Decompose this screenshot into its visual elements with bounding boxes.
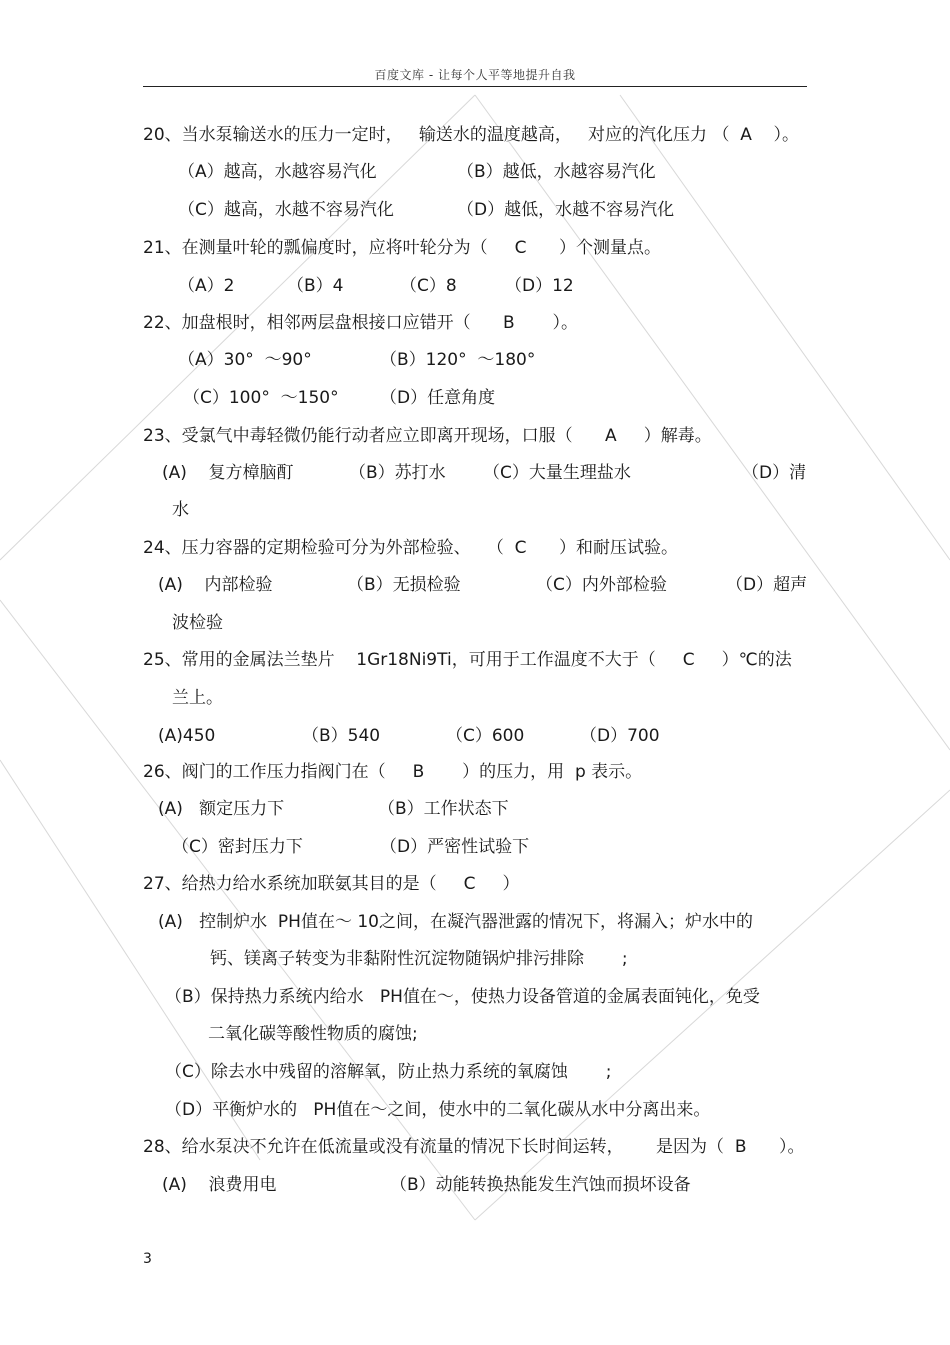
text-line: （D）越低，水越不容易汽化: [457, 200, 675, 220]
text-line: 24、压力容器的定期检验可分为外部检验、 （ C ）和耐压试验。: [143, 538, 678, 558]
text-line: （C）600: [446, 726, 525, 746]
text-line: （C）100° ～150°: [183, 388, 339, 408]
text-line: （A）越高，水越容易汽化: [178, 162, 377, 182]
text-line: （B）工作状态下: [378, 799, 509, 819]
text-line: (A) 控制炉水 PH值在～ 10之间，在凝汽器泄露的情况下，将漏入；炉水中的: [158, 912, 753, 932]
text-line: （D）12: [505, 276, 574, 296]
text-line: （C）密封压力下: [172, 837, 303, 857]
text-line: （C）8: [400, 276, 457, 296]
text-line: 20、当水泵输送水的压力一定时， 输送水的温度越高， 对应的汽化压力 （ A ）。: [143, 125, 800, 145]
text-line: 钙、镁离子转变为非黏附性沉淀物随锅炉排污排除 ;: [210, 949, 628, 969]
text-line: （B）越低，水越容易汽化: [457, 162, 656, 182]
text-line: （D）严密性试验下: [380, 837, 530, 857]
text-line: （A）30° ～90°: [178, 350, 312, 370]
text-line: （C）除去水中残留的溶解氧，防止热力系统的氧腐蚀 ;: [165, 1062, 612, 1082]
text-line: （B）540: [302, 726, 381, 746]
text-line: （D）清: [742, 463, 807, 483]
text-line: 波检验: [172, 613, 223, 633]
text-line: (A) 浪费用电: [162, 1175, 277, 1195]
text-line: 二氧化碳等酸性物质的腐蚀;: [208, 1024, 418, 1044]
text-line: （B）保持热力系统内给水 PH值在～，使热力设备管道的金属表面钝化，免受: [165, 987, 760, 1007]
text-line: （D）700: [580, 726, 660, 746]
text-line: 23、受氯气中毒轻微仍能行动者应立即离开现场，口服（ A ）解毒。: [143, 426, 712, 446]
text-line: （C）越高，水越不容易汽化: [178, 200, 394, 220]
text-line: (A) 复方樟脑酊: [162, 463, 294, 483]
text-line: 25、常用的金属法兰垫片 1Gr18Ni9Ti，可用于工作温度不大于（ C ）℃的法: [143, 650, 792, 670]
text-line: （B）动能转换热能发生汽蚀而损坏设备: [390, 1175, 691, 1195]
text-line: (A) 内部检验: [158, 575, 273, 595]
header-rule: [143, 86, 807, 87]
text-line: 22、加盘根时，相邻两层盘根接口应错开（ B ）。: [143, 313, 579, 333]
text-line: （B）无损检验: [347, 575, 461, 595]
text-line: 27、给热力给水系统加联氨其目的是（ C ）: [143, 874, 520, 894]
text-line: （D）任意角度: [380, 388, 496, 408]
text-line: （D）平衡炉水的 PH值在～之间，使水中的二氧化碳从水中分离出来。: [165, 1100, 711, 1120]
text-line: （B）苏打水: [349, 463, 446, 483]
text-line: （D）超声: [726, 575, 808, 595]
text-line: （B）120° ～180°: [380, 350, 536, 370]
text-line: 28、给水泵决不允许在低流量或没有流量的情况下长时间运转， 是因为（ B ）。: [143, 1137, 805, 1157]
page-header: 百度文库 - 让每个人平等地提升自我: [374, 68, 576, 82]
text-line: 兰上。: [172, 688, 223, 708]
text-line: （C）大量生理盐水: [483, 463, 631, 483]
text-line: (A)450: [158, 726, 216, 746]
text-line: (A) 额定压力下: [158, 799, 285, 819]
text-line: （A）2: [178, 276, 235, 296]
page-number: 3: [143, 1251, 152, 1267]
text-line: （C）内外部检验: [536, 575, 667, 595]
text-line: 水: [172, 500, 189, 520]
text-line: 26、阀门的工作压力指阀门在（ B ）的压力，用 p 表示。: [143, 762, 643, 782]
text-line: 21、在测量叶轮的瓢偏度时，应将叶轮分为（ C ）个测量点。: [143, 238, 661, 258]
text-line: （B）4: [287, 276, 344, 296]
